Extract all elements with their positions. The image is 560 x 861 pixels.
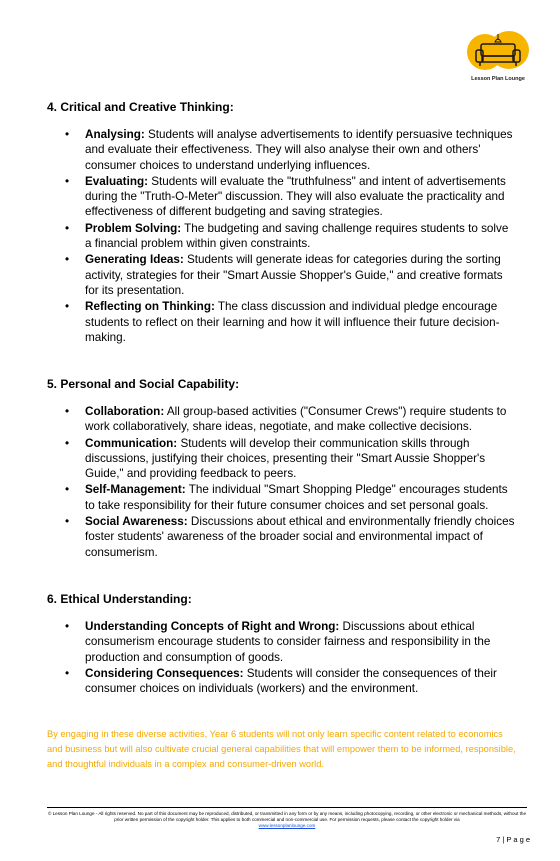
section-critical-creative-thinking — [47, 100, 517, 346]
item-term: Problem Solving: — [85, 221, 182, 235]
item-term: Understanding Concepts of Right and Wrong: — [85, 620, 340, 633]
item-term: Reflecting on Thinking: — [85, 300, 215, 314]
item-text: Students will develop their communication skills through discussions, justifying their choices, presenting their "Smart Aussie Shopper's Guide," and providing feedback to peers. — [85, 436, 486, 481]
bullet-list — [47, 619, 517, 696]
bullet-icon: • — [65, 620, 70, 633]
list-item — [47, 252, 517, 298]
item-text: Students will evaluate the "truthfulness" and intent of advertisements during the "Truth-O-Meter" discussion. They will also evaluate the practicality and effectiveness of different budgeting and saving strategies. — [85, 174, 506, 219]
bullet-icon: • — [65, 666, 70, 680]
website-link[interactable]: www.lessonplanlounge.com — [258, 823, 316, 829]
list-item — [47, 666, 517, 697]
item-term: Communication: — [85, 436, 178, 450]
list-item — [47, 174, 517, 220]
list-item — [47, 514, 517, 560]
item-text: Students will generate ideas for categories during the sorting activity, strategies for their "Smart Aussie Shopper's Guide," and creative formats for its presentation. — [85, 253, 503, 297]
list-item — [47, 299, 517, 345]
bullet-icon: • — [65, 221, 70, 235]
section-ethical-understanding — [47, 592, 517, 697]
item-text: Students will analyse advertisements to identify persuasive techniques and evaluate their effectiveness. They will also analyse their own and others' consumer choices to understand underlying influences. — [85, 128, 513, 172]
list-item — [47, 436, 517, 482]
footer-copyright — [47, 811, 527, 830]
bullet-icon: • — [65, 483, 70, 497]
bullet-icon: • — [65, 405, 70, 418]
sofa-logo-icon — [465, 28, 531, 76]
list-item — [47, 404, 517, 435]
item-term: Generating Ideas: — [85, 253, 184, 267]
page-number: 7 | P a g e — [496, 835, 530, 844]
footer-divider — [47, 807, 527, 808]
closing-paragraph: By engaging in these diverse activities, Year 6 students will not only learn specific content related to economics and business but will also cultivate crucial general capabilities that will empower them to be informed, responsible, and thoughtful individuals in a complex and consumer-driven world. — [47, 729, 516, 769]
item-text: All group-based activities ("Consumer Crews") require students to work collaboratively, share ideas, negotiate, and make collective decisions. — [85, 405, 507, 434]
item-text: The budgeting and saving challenge requires students to solve a financial problem within given constraints. — [85, 221, 509, 251]
bullet-list — [47, 127, 517, 345]
section-personal-social-capability — [47, 377, 517, 561]
item-term: Evaluating: — [85, 174, 148, 188]
bullet-icon: • — [65, 174, 70, 188]
list-item — [47, 127, 517, 173]
section-heading: 5. Personal and Social Capability: — [47, 377, 240, 391]
bullet-list — [47, 404, 517, 560]
item-term: Social Awareness: — [85, 515, 188, 529]
section-heading: 4. Critical and Creative Thinking: — [47, 100, 234, 114]
brand-logo — [465, 28, 531, 86]
item-term: Analysing: — [85, 128, 145, 141]
item-term: Collaboration: — [85, 405, 165, 418]
list-item — [47, 221, 517, 252]
item-text: The individual "Smart Shopping Pledge" encourages students to take responsibility for their future consumer choices and set personal goals. — [85, 483, 508, 512]
section-heading: 6. Ethical Understanding: — [47, 592, 192, 606]
item-text: Discussions about ethical consumerism encourage students to consider fairness and responsibility in the production and consumption of goods. — [85, 620, 491, 664]
bullet-icon: • — [65, 128, 70, 141]
list-item — [47, 619, 517, 665]
item-text: The class discussion and individual pledge encourage students to reflect on their learning and how it will influence their future decision-making. — [85, 300, 500, 344]
item-term: Considering Consequences: — [85, 666, 244, 680]
item-text: Students will consider the consequences of their consumer choices on individuals (workers) and the environment. — [85, 666, 497, 696]
item-term: Self-Management: — [85, 483, 186, 497]
copyright-text: © Lesson Plan Lounge - All rights reserved. No part of this document may be reproduced, distributed, or transmitted in any form or by any means, including photocopying, recording, or other electronic or mechanical methods, without the prior written permission of the copyright holder. This applies to both commercial and non-commercial use. For permission requests, please contact the copyright holder via — [47, 811, 527, 823]
bullet-icon: • — [65, 436, 70, 450]
item-text: Discussions about ethical and environmentally friendly choices foster students' awareness of the broader social and environmental impact of consumerism. — [85, 515, 515, 559]
bullet-icon: • — [65, 515, 70, 529]
list-item — [47, 482, 517, 513]
logo-text: Lesson Plan Lounge — [471, 76, 525, 82]
bullet-icon: • — [65, 300, 70, 314]
bullet-icon: • — [65, 253, 70, 267]
